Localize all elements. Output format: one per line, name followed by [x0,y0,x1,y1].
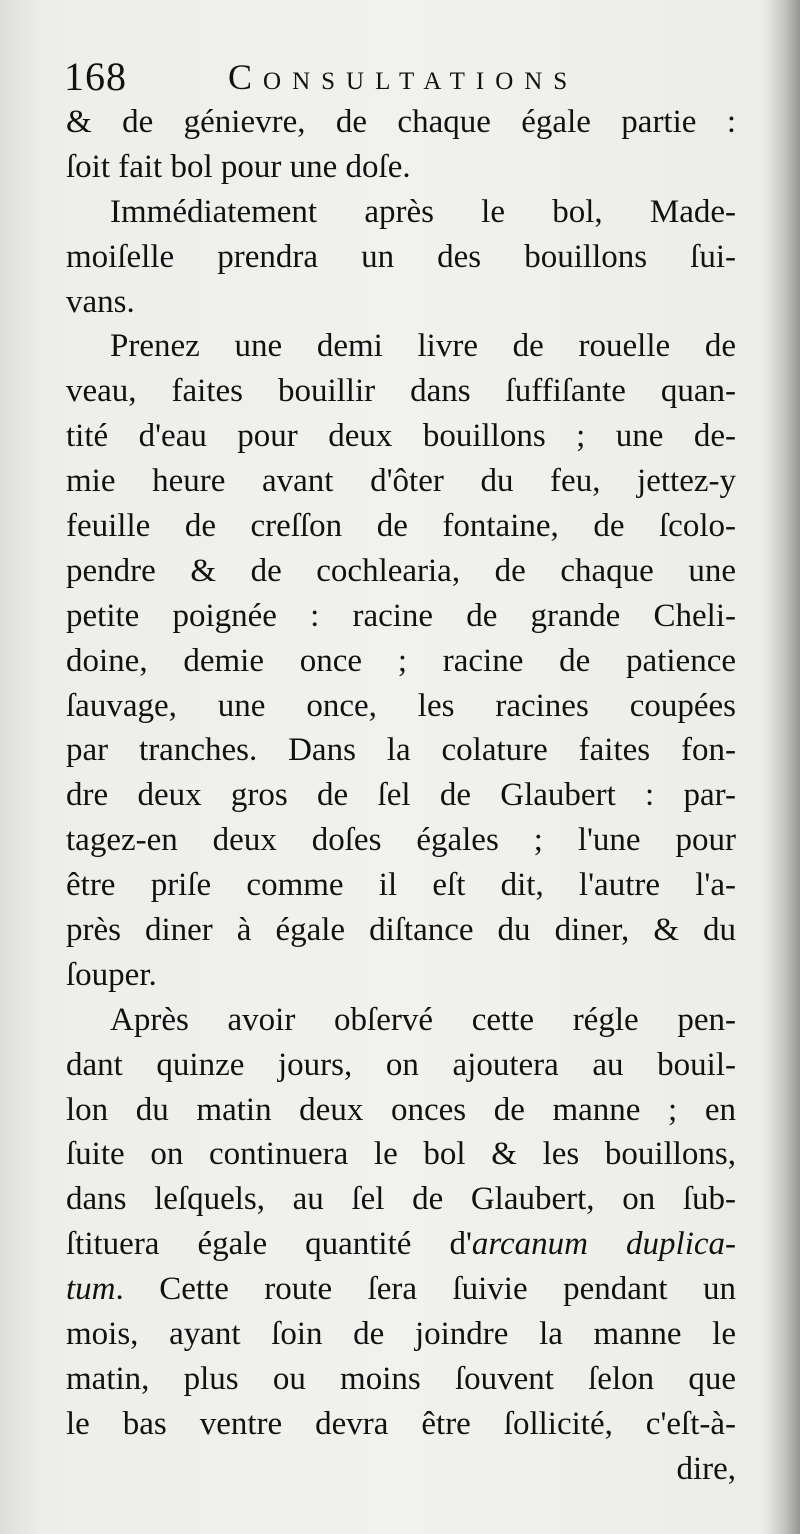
text-line: être priſe comme il eſt dit, l'autre l'a- [66,867,736,904]
page-header [64,52,644,102]
text-line: & de génievre, de chaque égale partie : [66,104,736,140]
paragraph-start-line: Après avoir obſervé cette régle pen- [110,1001,736,1038]
text-line: veau, faites bouillir dans ſuffiſante quan- [66,373,736,410]
italic-latin-term: tum [66,1271,116,1308]
text-line: matin, plus ou moins ſouvent ſelon que [66,1360,736,1397]
text-line: ſouper. [66,956,157,993]
text-line: doine, demie once ; racine de patience [66,642,736,679]
text-line: mois, ayant ſoin de joindre la manne le [66,1316,736,1353]
gutter-shadow [766,0,800,1534]
text-line: par tranches. Dans la colature faites fon- [66,732,736,769]
text-line: dant quinze jours, on ajoutera au bouil- [66,1046,736,1083]
text-line: le bas ventre devra être ſollicité, c'eſt-à- [66,1405,736,1442]
text-line [66,1267,736,1312]
text-segment: . Cette route ſera ſuivie pendant un [115,1271,736,1308]
text-segment: ſtituera égale quantité d' [66,1226,472,1263]
paragraph-start-line: Prenez une demi livre de rouelle de [110,328,736,365]
text-line: lon du matin deux onces de manne ; en [66,1091,736,1128]
body-text [66,100,736,1492]
text-line [66,1222,736,1267]
text-line: dans leſquels, au ſel de Glaubert, on ſub- [66,1181,736,1218]
text-line: pendre & de cochlearia, de chaque une [66,552,736,589]
text-line: feuille de creſſon de fontaine, de ſcolo- [66,508,736,545]
text-line: moiſelle prendra un des bouillons ſui- [66,238,736,275]
text-line: petite poignée : racine de grande Cheli- [66,597,736,634]
text-line: tité d'eau pour deux bouillons ; une de- [66,418,736,455]
catchword: dire, [676,1450,736,1487]
paragraph-start-line: Immédiatement après le bol, Made- [110,193,736,230]
text-line: mie heure avant d'ôter du feu, jettez-y [66,463,736,500]
page-number: 168 [64,54,127,99]
text-line: vans. [66,283,135,320]
text-line: ſuite on continuera le bol & les bouillons, [66,1136,736,1173]
text-line: près diner à égale diſtance du diner, & du [66,912,736,949]
italic-latin-term: arcanum duplica- [471,1226,737,1263]
text-line: tagez-en deux doſes égales ; l'une pour [66,822,736,859]
text-line: ſauvage, une once, les racines coupées [66,687,736,724]
text-line: dre deux gros de ſel de Glaubert : par- [66,777,736,814]
text-line: ſoit fait bol pour une doſe. [66,148,411,185]
running-title: Consultations [228,57,579,97]
